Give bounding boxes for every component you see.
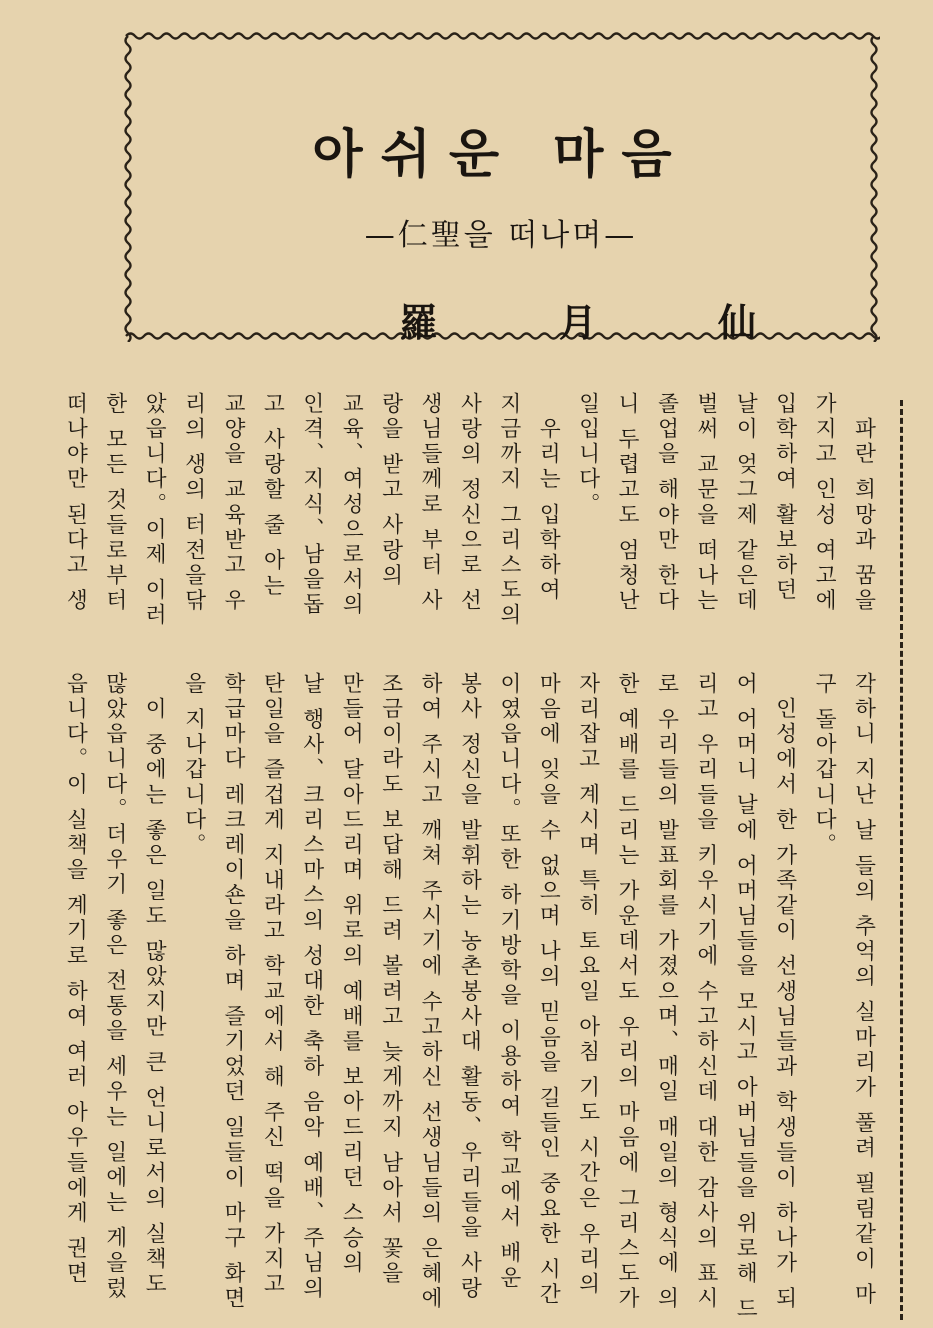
text-column: 우리는 입학하여 (535, 392, 561, 604)
text-column: 각하니 지난 날 들의 추억의 실마리가 풀려 필림같이 마 (851, 672, 876, 1308)
text-column: 리고 우리들을 키우시기에 수고하신데 대한 감사의 표시 (693, 672, 719, 1312)
text-column: 지금까지 그리스도의 (496, 392, 522, 629)
text-column: 졸업을 해야만 한다 (653, 392, 679, 614)
text-column: 읍니다。이 실책을 계기로 하여 여러 아우들에게 권면 (62, 672, 88, 1287)
text-column: 이 중에는 좋은 일도 많았지만 큰 언니로서의 실책도 (141, 672, 167, 1298)
text-column: 날이 엊그제 같은데 (732, 392, 758, 614)
body-text-lower (55, 672, 883, 1326)
text-column: 고 사랑할 줄 아는 (259, 392, 285, 600)
text-column: 날 행사、크리스마스의 성대한 축하 음악 예배、주님의 (299, 672, 325, 1302)
text-column: 한 예배를 드리는 가운데서도 우리의 마음에 그리스도가 (614, 672, 640, 1312)
text-column: 봉사 정신을 발휘하는 농촌봉사대 활동、우리들을 사랑 (456, 672, 482, 1302)
text-column: 일입니다。 (575, 392, 601, 518)
title-frame (122, 30, 880, 345)
text-column: 교양을 교육받고 우 (220, 392, 246, 614)
text-column: 입학하여 활보하던 (772, 392, 798, 604)
text-column: 니 두렵고도 엄청난 (614, 392, 640, 614)
text-column: 교육、여성으로서의 (338, 392, 364, 618)
text-column: 한 모든 것들로부터 (102, 392, 128, 614)
text-column: 리의 생의 터전을닦 (181, 392, 207, 614)
text-column: 조금이라도 보답해 드려 볼려고 늦게까지 남아서 꽃을 (378, 672, 404, 1287)
text-column: 인격、지식、남을돕 (299, 392, 325, 618)
text-column: 학급마다 레크레이숀을 하며 즐기었던 일들이 마구 화면 (220, 672, 246, 1312)
text-column: 자리잡고 계시며 특히 토요일 아침 기도 시간은 우리의 (575, 672, 601, 1298)
text-column: 사랑의 정신으로 선 (456, 392, 482, 614)
text-column: 떠나야만 된다고 생 (62, 392, 88, 614)
text-column: 하여 주시고 깨쳐 주시기에 수고하신 선생님들의 은혜에 (417, 672, 443, 1312)
text-column: 로 우리들의 발표회를 가졌으며、매일 매일의 형식에 의 (653, 672, 679, 1312)
body-text-upper (55, 392, 883, 658)
text-column: 이였읍니다。또한 하기방학을 이용하여 학교에서 배운 (496, 672, 522, 1292)
text-column: 어 어머니 날에 어머님들을 모시고 아버님들을 위로해 드 (732, 672, 758, 1323)
subtitle: —仁聖을 떠나며— (364, 218, 638, 253)
text-column: 을 지나갑니다。 (181, 672, 207, 859)
text-column: 벌써 교문을 떠나는 (693, 392, 719, 614)
text-column: 가지고 인성 여고에 (811, 392, 837, 614)
text-column: 인성에서 한 가족같이 선생님들과 학생들이 하나가 되 (772, 672, 798, 1312)
text-column: 만들어 달아드리며 위로의 예배를 보아드리던 스승의 (338, 672, 364, 1277)
page-title: 아쉬운 마음 (312, 125, 690, 185)
text-column: 았읍니다。이제 이러 (141, 392, 167, 629)
text-column: 파란 희망과 꿈을 (851, 392, 876, 614)
text-column: 많았읍니다。더우기 좋은 전통을 세우는 일에는 게을렀 (102, 672, 128, 1302)
text-column: 마음에 잊을 수 없으며 나의 믿음을 길들인 중요한 시간 (535, 672, 561, 1308)
text-column: 생님들께로 부터 사 (417, 392, 443, 614)
text-column: 구 돌아갑니다。 (811, 672, 837, 859)
dashed-divider (900, 400, 903, 1320)
author-name: 羅 月 仙 (399, 300, 810, 345)
text-column: 랑을 받고 사랑의 (378, 392, 404, 589)
text-column: 탄일을 즐겁게 지내라고 학교에서 해 주신 떡을 가지고 (259, 672, 285, 1298)
